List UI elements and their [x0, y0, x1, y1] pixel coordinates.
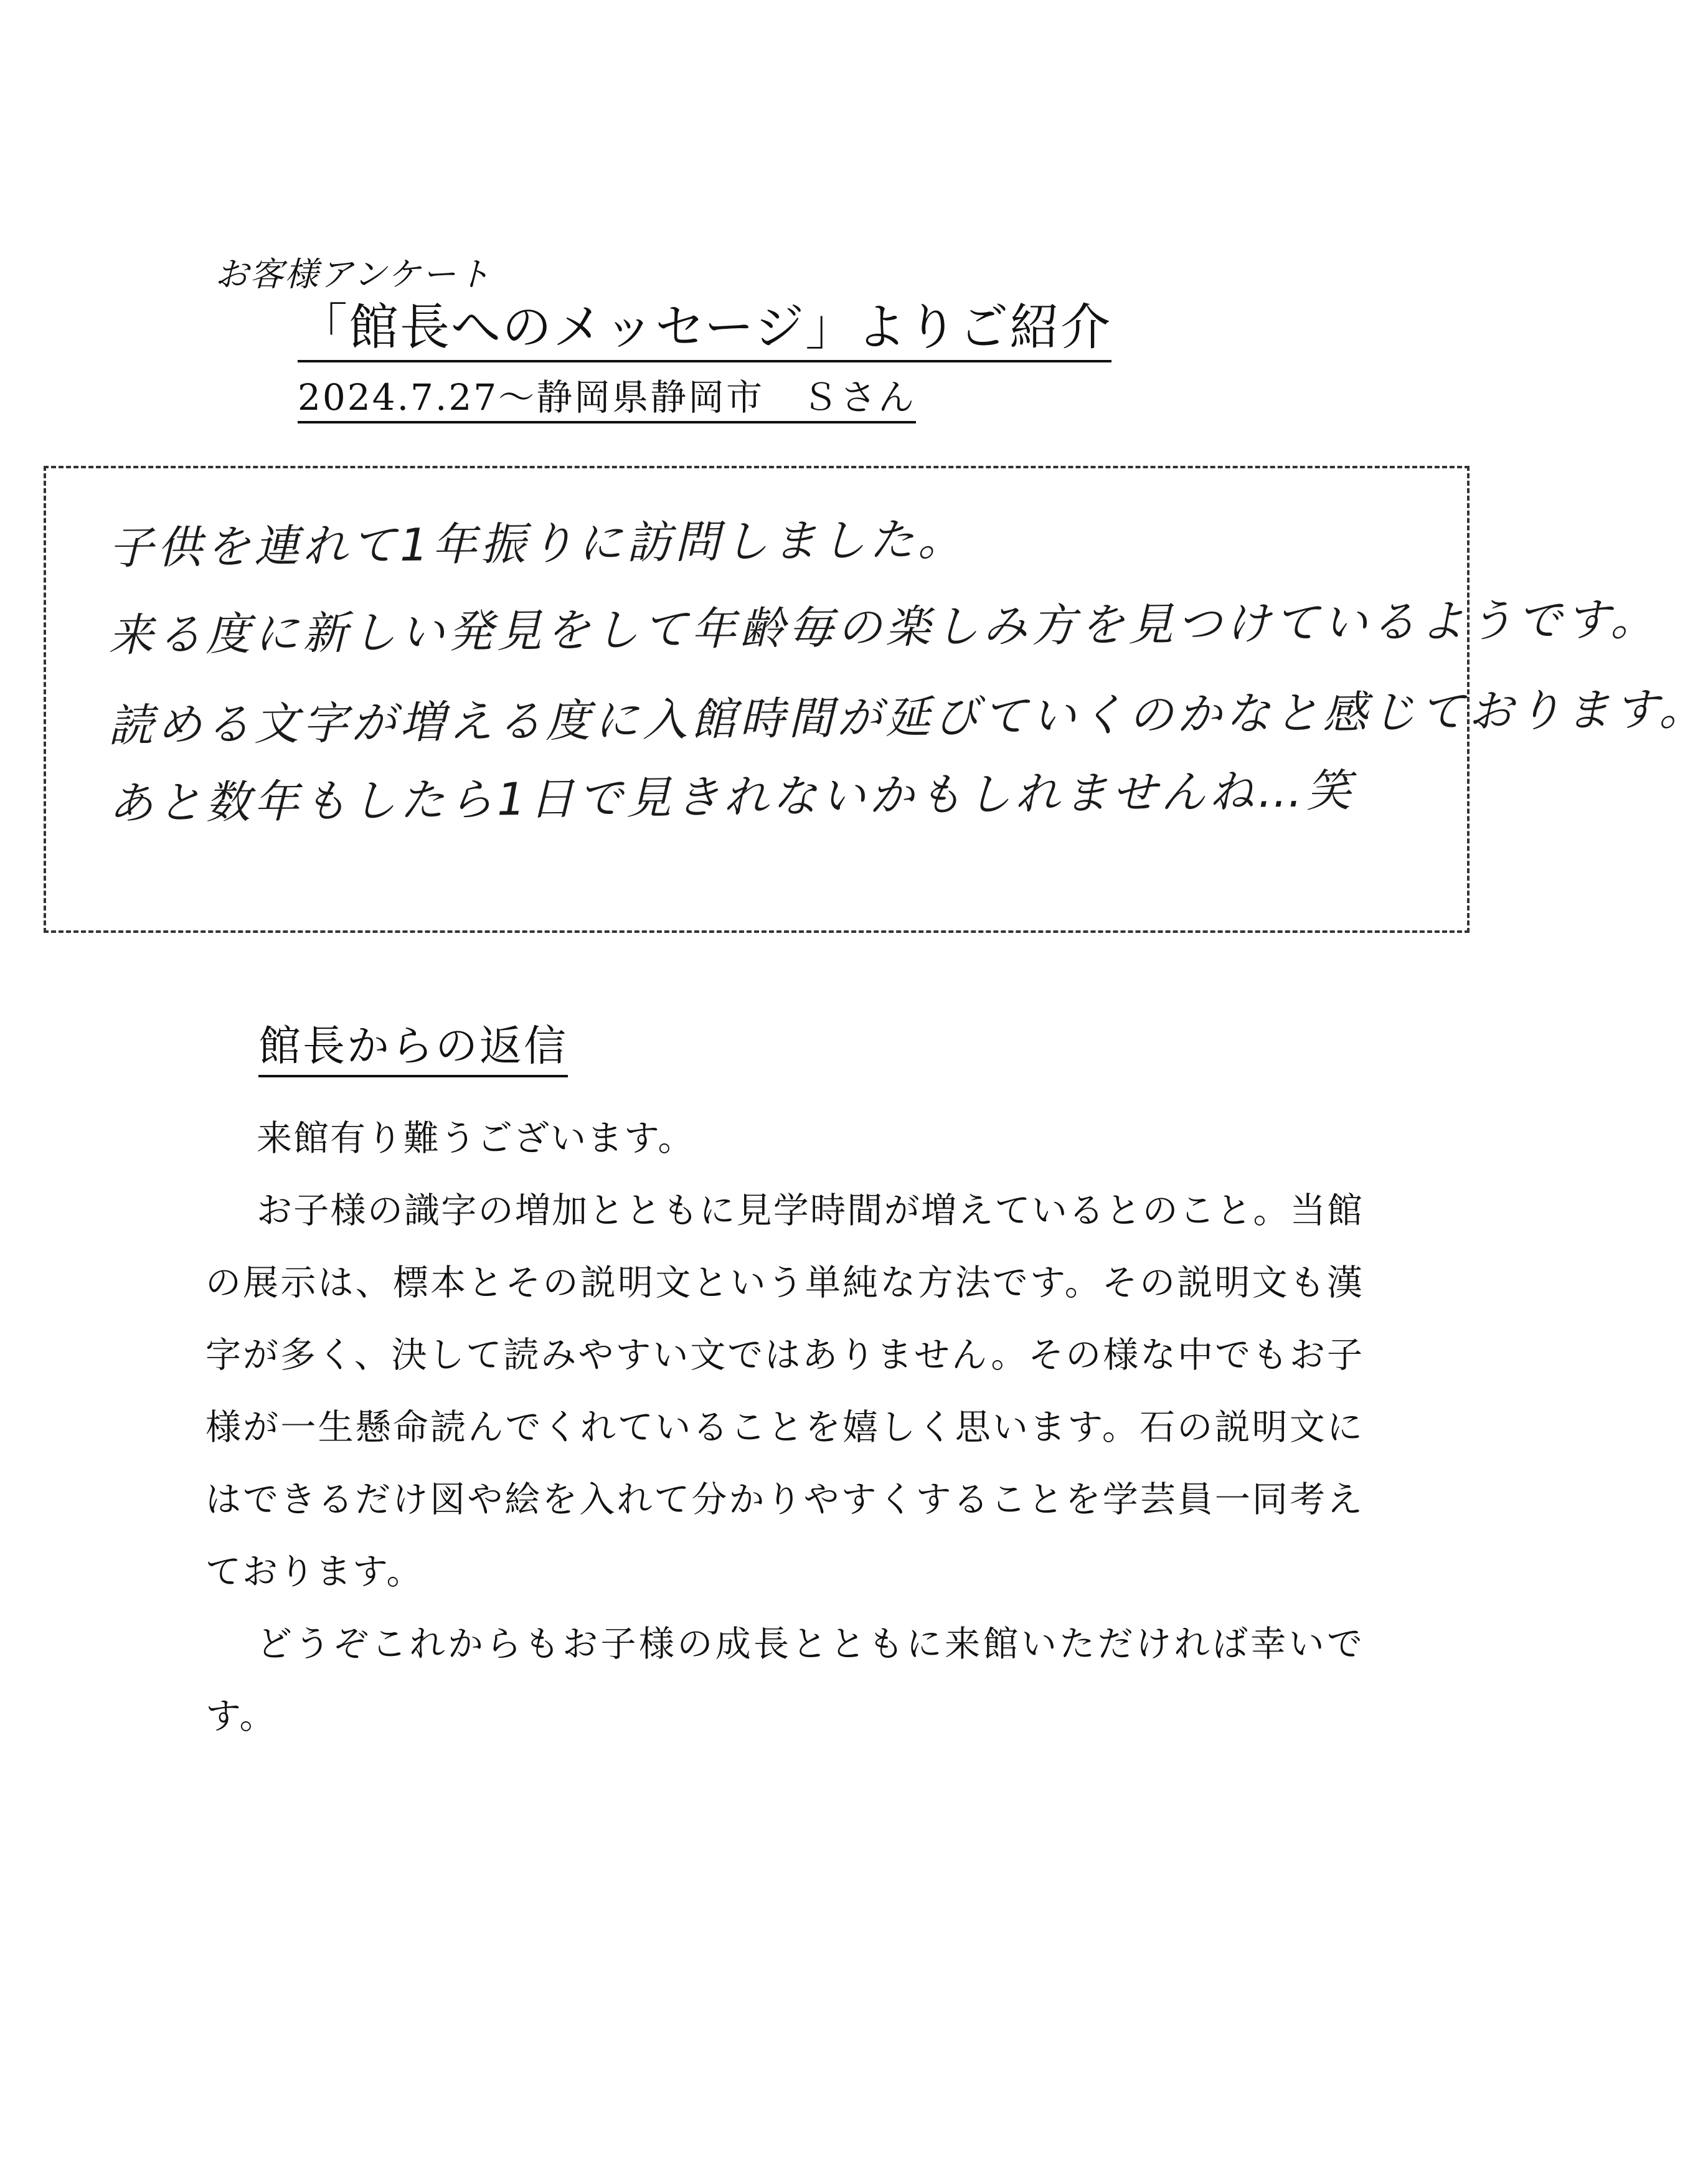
handwritten-message-line-3: 読める文字が増える度に入館時間が延びていくのかなと感じております。 [108, 683, 1708, 752]
reply-heading: 館長からの返信 [258, 1021, 568, 1077]
handwritten-message-line-4: あと数年もしたら1日で見きれないかもしれませんね…笑 [108, 764, 1356, 830]
survey-label: お客様アンケート [215, 255, 492, 294]
reply-paragraph-1: 来館有り難うございます。 [257, 1118, 695, 1159]
handwritten-message-line-1: 子供を連れて1年振りに訪問しました。 [108, 513, 967, 574]
reply-paragraph-2: お子様の識字の増加とともに見学時間が増えているとのこと。当館の展示は、標本とその説明文という単純な方法です。その説明文も漢字が多く、決して読みやすい文ではありません。その様な中でもお子様が一生懸命読んでくれていることを嬉しく思います。石の説明文にはできるだけ図や絵を入れて分かりやすくすることを学芸員一同考えております。 [205, 1190, 1364, 1592]
handwritten-message-line-2: 来る度に新しい発見をして年齢毎の楽しみ方を見つけているようです。 [108, 592, 1659, 661]
reply-paragraph-3: どうぞこれからもお子様の成長とともに来館いただければ幸いです。 [205, 1624, 1364, 1737]
visitor-message-box [44, 466, 1708, 933]
document-meta: 2024.7.27～静岡県静岡市 Ｓさん [298, 376, 916, 423]
reply-body [205, 1102, 1364, 1752]
document-title: 「館長へのメッセージ」よりご紹介 [298, 298, 1111, 362]
